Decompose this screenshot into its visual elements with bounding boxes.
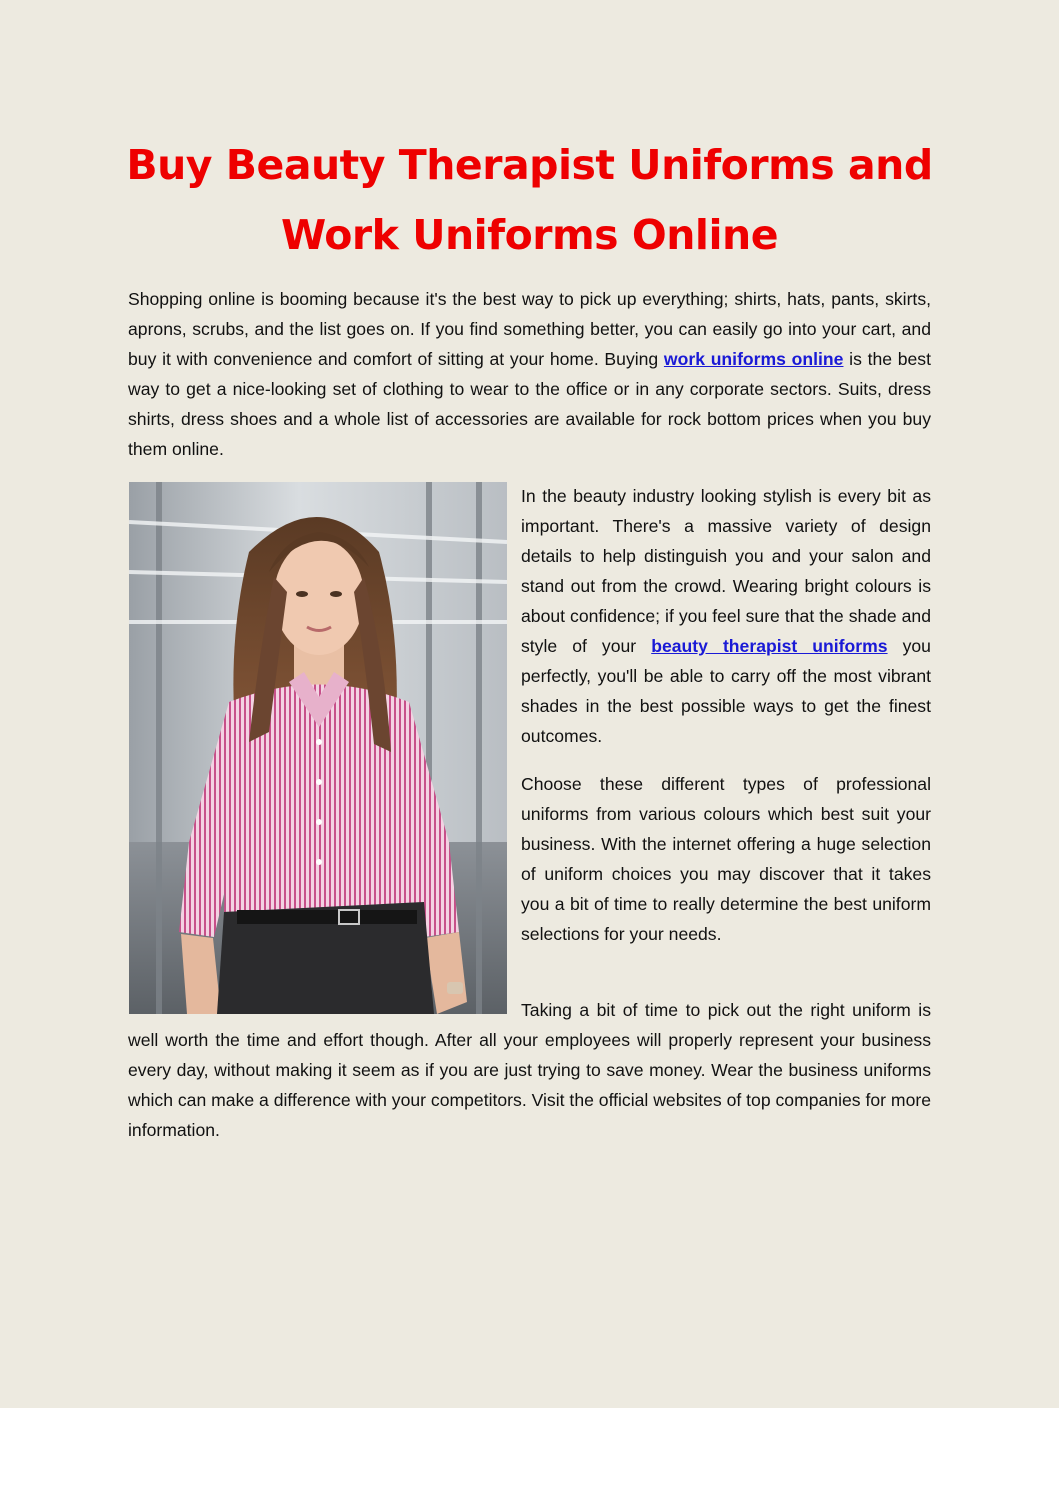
work-uniforms-online-link[interactable]: work uniforms online bbox=[663, 349, 844, 369]
intro-paragraph bbox=[128, 284, 931, 464]
page-title bbox=[120, 130, 939, 270]
intro-text-start: Shopping online is booming because it's the best way to pick up everything; shirts, hats, pants, skirts, aprons, scrubs, and the list goes on. If you find something better, you can easily go into your cart, and buy it with convenience and comfort of sitting at your home. Buying bbox=[128, 289, 931, 369]
beauty-therapist-uniforms-link[interactable]: beauty therapist uniforms bbox=[651, 636, 888, 656]
choose-uniforms-paragraph: Choose these different types of professional uniforms from various colours which best suit your business. With the internet offering a huge selection of uniform choices you may discover that it takes you a bit of time to really determine the best uniform selections for your needs. bbox=[521, 774, 931, 944]
closing-paragraph: Taking a bit of time to pick out the right uniform is well worth the time and effort though. After all your employees will properly represent your business every day, without making it seem as if you are just trying to save money. Wear the business uniforms which can make a difference with your competitors. Visit the official websites of top companies for more information. bbox=[128, 1000, 931, 1140]
woman-in-pink-shirt-photo bbox=[129, 482, 507, 1014]
title-line-2: Work Uniforms Online bbox=[281, 211, 778, 259]
beauty-text-start: In the beauty industry looking stylish is every bit as important. There's a massive variety of design details to help distinguish you and your salon and stand out from the crowd. Wearing bright colours is about confidence; if you feel sure that the shade and style of your bbox=[521, 486, 931, 656]
title-line-1: Buy Beauty Therapist Uniforms and bbox=[126, 141, 933, 189]
beauty-text-end: you perfectly, you'll be able to carry off the most vibrant shades in the best possible ways to get the finest outcomes. bbox=[521, 636, 931, 746]
intro-text-end: is the best way to get a nice-looking set of clothing to wear to the office or in any corporate sectors. Suits, dress shirts, dress shoes and a whole list of accessories are available for rock bottom prices when you buy them online. bbox=[128, 349, 931, 459]
beauty-industry-paragraph bbox=[521, 481, 931, 751]
